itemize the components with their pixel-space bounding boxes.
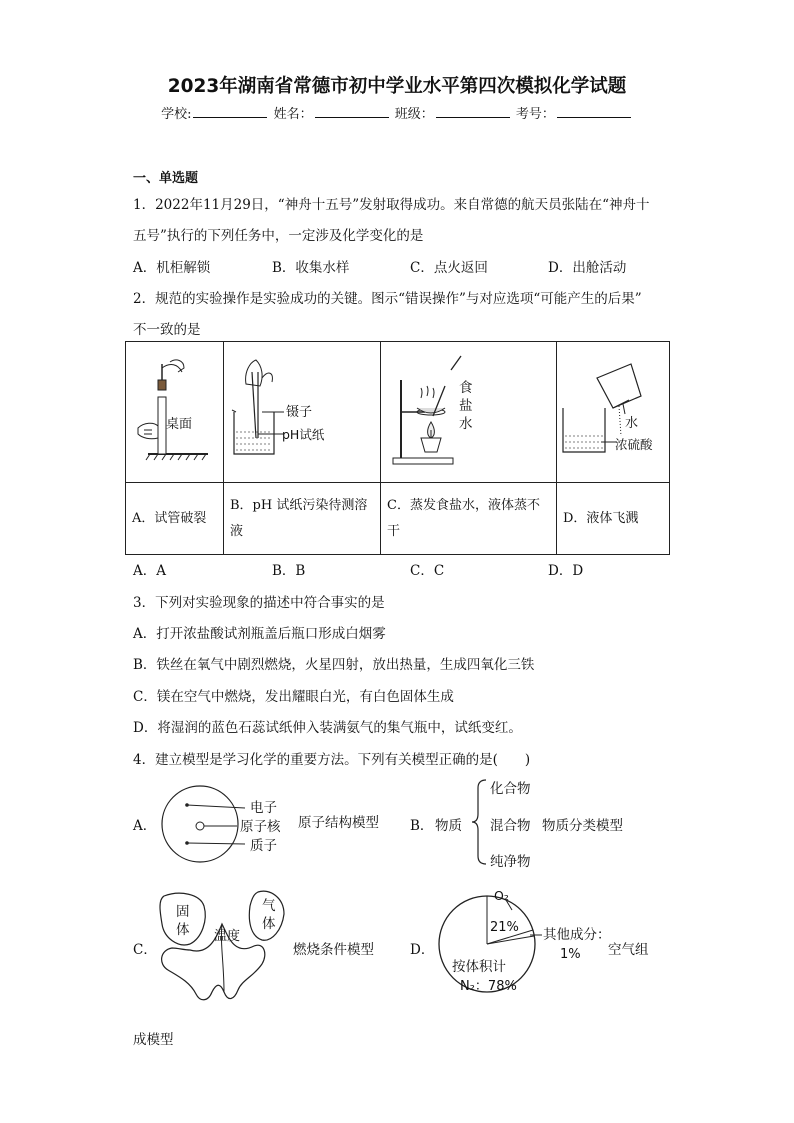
o2-label: O₂ bbox=[494, 888, 509, 903]
compound-label: 化合物 bbox=[490, 781, 531, 797]
gas-char-2: 体 bbox=[262, 916, 276, 932]
q3-option-a[interactable]: A．打开浓盐酸试剂瓶盖后瓶口形成白烟雾 bbox=[133, 626, 386, 642]
q4-option-a[interactable]: A． bbox=[133, 818, 157, 834]
name-blank[interactable] bbox=[315, 104, 389, 118]
q2-cell-a: A．试管破裂 bbox=[126, 483, 224, 555]
q1-stem-line2: 五号”执行的下列任务中，一定涉及化学变化的是 bbox=[133, 228, 424, 244]
proton-label: 质子 bbox=[250, 838, 277, 854]
section-heading: 一、单选题 bbox=[133, 171, 199, 186]
solid-char-1: 固 bbox=[176, 904, 190, 920]
q2-option-c[interactable]: C．C bbox=[410, 563, 445, 579]
evaporation-figure bbox=[381, 342, 557, 478]
gas-char-1: 气 bbox=[262, 898, 276, 914]
atom-model-figure bbox=[155, 780, 405, 870]
q3-option-d[interactable]: D．将湿润的蓝色石蕊试纸伸入装满氨气的集气瓶中，试纸变红。 bbox=[133, 720, 522, 736]
q3-option-b[interactable]: B．铁丝在氧气中剧烈燃烧，火星四射，放出热量，生成四氧化三铁 bbox=[133, 657, 535, 673]
other-percent: 1% bbox=[560, 947, 581, 962]
q4-option-c[interactable]: C． bbox=[133, 942, 157, 958]
q2-stem-line2: 不一致的是 bbox=[133, 322, 201, 338]
salt-water-char-2: 盐 bbox=[459, 398, 473, 414]
air-caption-continued: 成模型 bbox=[133, 1032, 174, 1048]
q1-stem-line1: 1．2022年11月29日，“神舟十五号”发射取得成功。来自常德的航天员张陆在“神舟十 bbox=[133, 197, 650, 213]
q2-figure-c bbox=[381, 342, 557, 483]
class-label: 班级： bbox=[394, 107, 434, 122]
exam-no-blank[interactable] bbox=[557, 104, 631, 118]
atom-model-caption: 原子结构模型 bbox=[298, 815, 379, 831]
exam-no-label: 考号： bbox=[515, 107, 555, 122]
q4-option-d[interactable]: D． bbox=[410, 942, 435, 958]
salt-water-char-3: 水 bbox=[459, 416, 473, 432]
q1-option-c[interactable]: C．点火返回 bbox=[410, 260, 488, 276]
school-label: 学校: bbox=[161, 107, 192, 122]
q2-table bbox=[125, 341, 670, 555]
nucleus-label: 原子核 bbox=[240, 819, 281, 835]
acid-label: 浓硫酸 bbox=[615, 437, 653, 452]
mixture-label: 混合物 bbox=[490, 818, 531, 834]
tweezers-label: 镊子 bbox=[286, 405, 313, 420]
brace-icon bbox=[470, 776, 490, 868]
pure-substance-label: 纯净物 bbox=[490, 854, 531, 870]
ph-paper-beaker-figure bbox=[224, 342, 381, 478]
q2-cell-d: D．液体飞溅 bbox=[557, 483, 670, 555]
classification-caption: 物质分类模型 bbox=[542, 818, 623, 834]
q2-figure-d bbox=[557, 342, 670, 483]
q1-option-d[interactable]: D．出舱活动 bbox=[548, 260, 627, 276]
school-blank[interactable] bbox=[193, 104, 267, 118]
student-info-line bbox=[0, 103, 794, 122]
electron-label: 电子 bbox=[250, 800, 277, 816]
q2-option-a[interactable]: A．A bbox=[133, 563, 166, 579]
o2-percent: 21% bbox=[490, 920, 519, 935]
solid-char-2: 体 bbox=[176, 922, 190, 938]
page-title: 2023年湖南省常德市初中学业水平第四次模拟化学试题 bbox=[167, 76, 627, 97]
q3-stem: 3．下列对实验现象的描述中符合事实的是 bbox=[133, 595, 385, 611]
q2-cell-b: B．pH 试纸污染待测溶液 bbox=[224, 483, 381, 555]
q1-option-b[interactable]: B．收集水样 bbox=[272, 260, 350, 276]
q2-figure-a bbox=[126, 342, 224, 483]
q4-option-b[interactable]: B． bbox=[410, 818, 434, 834]
matter-label: 物质 bbox=[435, 818, 462, 834]
q4-stem: 4．建立模型是学习化学的重要方法。下列有关模型正确的是( ) bbox=[133, 752, 531, 768]
desk-label: 桌面 bbox=[166, 417, 193, 432]
q2-option-d[interactable]: D．D bbox=[548, 563, 584, 579]
water-label: 水 bbox=[625, 416, 639, 431]
q2-cell-c: C．蒸发食盐水，液体蒸不干 bbox=[381, 483, 557, 555]
q2-stem-line1: 2．规范的实验操作是实验成功的关键。图示“错误操作”与对应选项“可能产生的后果” bbox=[133, 291, 642, 307]
n2-label: N₂：78% bbox=[460, 979, 517, 994]
combustion-model-figure bbox=[150, 884, 295, 1006]
salt-water-char-1: 食 bbox=[459, 380, 473, 396]
q1-option-a[interactable]: A．机柜解锁 bbox=[133, 260, 211, 276]
name-label: 姓名： bbox=[273, 107, 313, 122]
other-label: 其他成分： bbox=[543, 927, 611, 943]
ph-paper-label: pH试纸 bbox=[282, 427, 325, 442]
air-caption: 空气组 bbox=[608, 942, 649, 958]
temperature-label: 温度 bbox=[214, 929, 241, 944]
by-volume-label: 按体积计 bbox=[452, 959, 506, 975]
q3-option-c[interactable]: C．镁在空气中燃烧，发出耀眼白光，有白色固体生成 bbox=[133, 689, 454, 705]
class-blank[interactable] bbox=[436, 104, 510, 118]
dilution-figure bbox=[557, 342, 670, 478]
combustion-caption: 燃烧条件模型 bbox=[293, 942, 374, 958]
test-tube-desk-figure bbox=[126, 342, 224, 478]
q2-option-b[interactable]: B．B bbox=[272, 563, 306, 579]
q2-figure-b bbox=[224, 342, 381, 483]
